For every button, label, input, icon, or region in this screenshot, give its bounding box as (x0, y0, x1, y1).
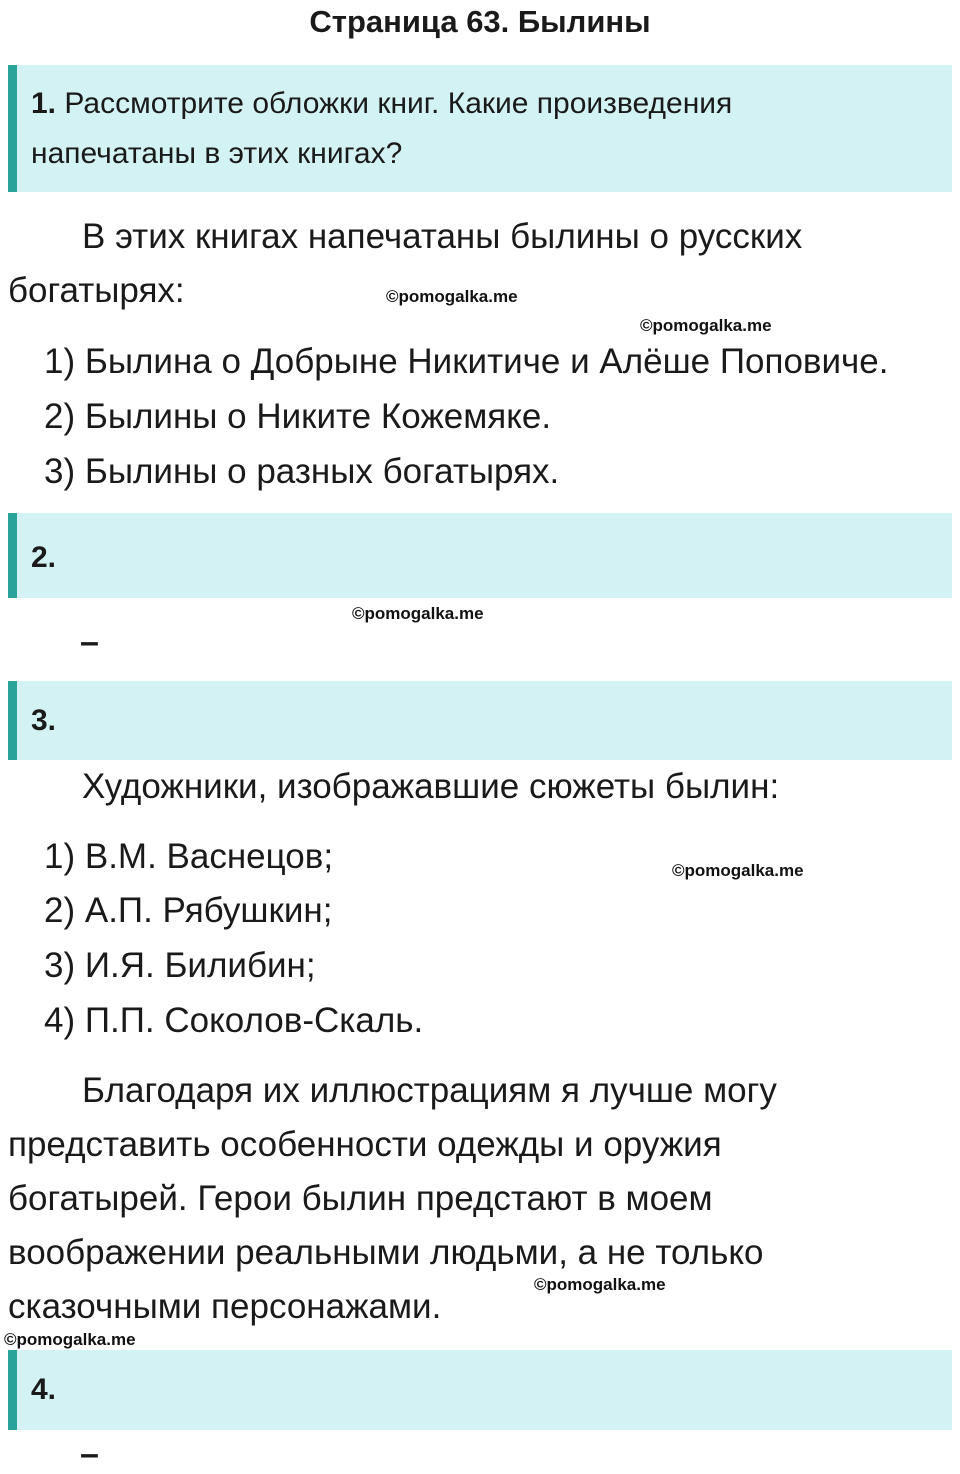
answer-2-dash: – (80, 623, 99, 661)
watermark: ©pomogalka.me (4, 1330, 136, 1349)
question-1-line-1 (31, 79, 952, 129)
answer-1-intro-line-1: В этих книгах напечатаны былины о русских (82, 217, 803, 256)
answer-1-item: 2) Былины о Никите Кожемяке. (44, 397, 552, 436)
answer-3-intro: Художники, изображавшие сюжеты былин: (82, 767, 780, 806)
question-3-box (8, 681, 952, 760)
answer-3-item: 3) И.Я. Билибин; (44, 946, 316, 985)
watermark: ©pomogalka.me (672, 861, 804, 880)
answer-3-paragraph-line: воображении реальными людьми, а не только (8, 1233, 764, 1272)
question-1-text: Рассмотрите обложки книг. Какие произведения (64, 87, 733, 120)
answer-1-item: 3) Былины о разных богатырях. (44, 452, 560, 491)
answer-1-item: 1) Былина о Добрыне Никитиче и Алёше Поповиче. (44, 342, 889, 381)
question-2-box (8, 513, 952, 598)
question-2-number: 2. (31, 541, 57, 574)
watermark: ©pomogalka.me (534, 1275, 666, 1294)
answer-3-item: 1) В.М. Васнецов; (44, 837, 334, 876)
answer-3-item: 2) А.П. Рябушкин; (44, 891, 333, 930)
question-1-box (8, 65, 952, 192)
question-3-number: 3. (31, 704, 57, 737)
answer-3-item: 4) П.П. Соколов-Скаль. (44, 1001, 424, 1040)
watermark: ©pomogalka.me (386, 287, 518, 306)
question-4-number: 4. (31, 1373, 57, 1406)
answer-3-paragraph-line: сказочными персонажами. (8, 1287, 442, 1326)
answer-1-intro-line-2: богатырях: (8, 271, 185, 310)
question-4-box (8, 1350, 952, 1430)
watermark: ©pomogalka.me (640, 316, 772, 335)
question-1-line-2: напечатаны в этих книгах? (31, 137, 403, 170)
question-1-number: 1. (31, 87, 57, 120)
page-title: Страница 63. Былины (309, 4, 651, 39)
answer-4-dash: – (80, 1435, 99, 1473)
answer-3-paragraph-line: представить особенности одежды и оружия (8, 1125, 722, 1164)
watermark: ©pomogalka.me (352, 604, 484, 623)
answer-3-paragraph-line: богатырей. Герои былин предстают в моем (8, 1179, 713, 1218)
answer-3-paragraph-line: Благодаря их иллюстрациям я лучше могу (82, 1071, 777, 1110)
